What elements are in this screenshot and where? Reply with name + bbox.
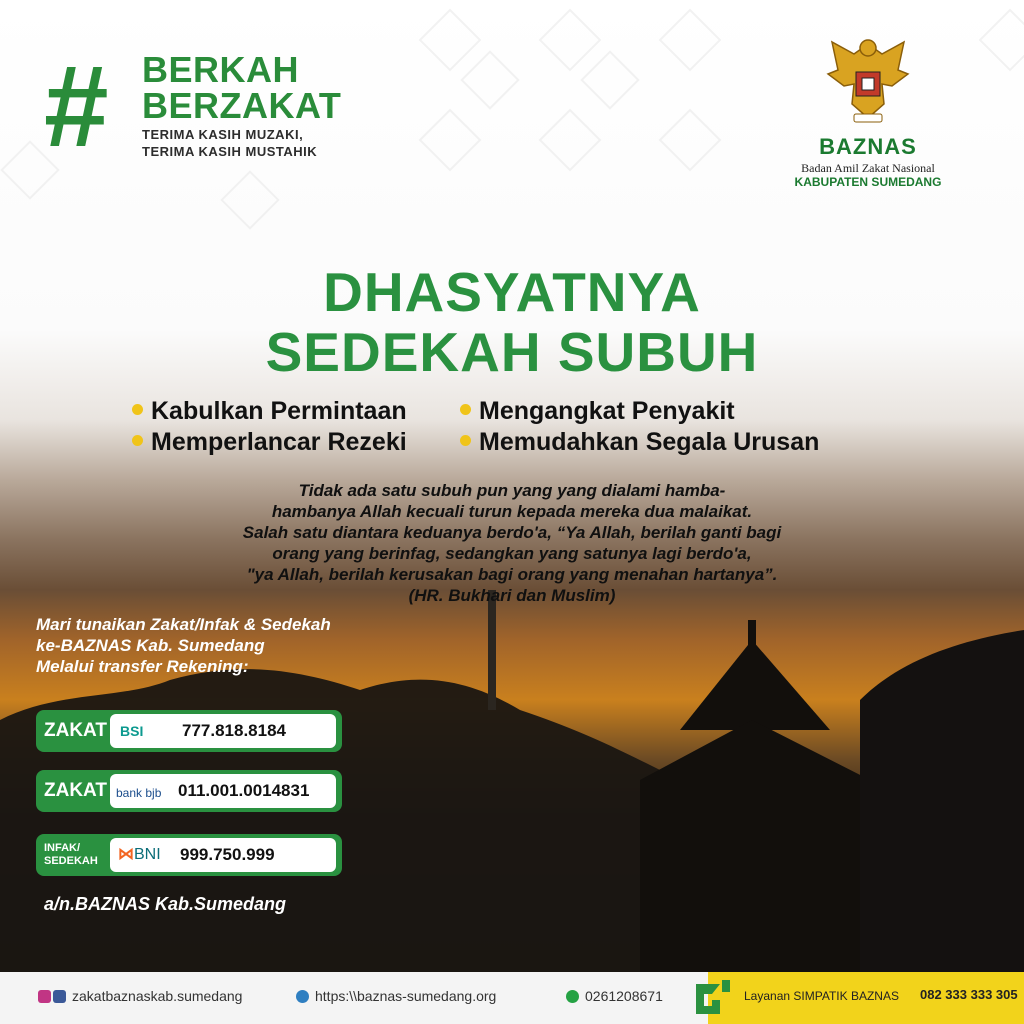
benefit-item: Memudahkan Segala Urusan: [460, 427, 819, 457]
account-number[interactable]: 011.001.0014831: [178, 781, 310, 800]
bni-logo-icon: ⋈BNI: [118, 846, 161, 863]
hadith-line: Tidak ada satu subuh pun yang yang dialami hamba-: [298, 481, 726, 500]
service-number[interactable]: 082 333 333 305: [920, 987, 1018, 1002]
hashtag-subtitle: [142, 126, 317, 160]
hashtag-line-1: BERKAH: [142, 49, 300, 90]
logo-full-name: Badan Amil Zakat Nasional: [801, 161, 935, 175]
account-number[interactable]: 999.750.999: [180, 845, 275, 864]
footer-social[interactable]: zakatbaznaskab.sumedang: [38, 988, 242, 1004]
hashtag-line-2: BERZAKAT: [142, 85, 342, 126]
headline: [0, 262, 1024, 382]
account-label: ZAKAT: [44, 720, 107, 741]
benefit-item: Memperlancar Rezeki: [132, 427, 407, 457]
account-zakat-bjb: [36, 770, 342, 812]
hashtag-sub-1: TERIMA KASIH MUZAKI,: [142, 127, 304, 142]
hadith-line: "ya Allah, berilah kerusakan bagi orang yang menahan hartanya”.: [246, 565, 778, 584]
account-infak-bni: [36, 834, 342, 876]
account-number[interactable]: 777.818.8184: [182, 721, 286, 740]
account-number-box[interactable]: [110, 838, 336, 872]
headline-line-1: DHASYATNYA: [323, 261, 701, 323]
account-number-box[interactable]: [110, 774, 336, 808]
account-number-box[interactable]: [110, 714, 336, 748]
garuda-emblem-icon: [824, 34, 912, 130]
hadith-line: orang yang berinfag, sedangkan yang satunya lagi berdo'a,: [272, 544, 752, 563]
hashtag-title: [142, 49, 342, 126]
logo-region: KABUPATEN SUMEDANG: [794, 175, 942, 189]
bullet-icon: [132, 404, 143, 415]
logo-name: BAZNAS: [819, 134, 917, 159]
account-label: ZAKAT: [44, 780, 107, 801]
hadith-quote: [160, 480, 864, 606]
bullet-icon: [132, 435, 143, 446]
bullet-icon: [460, 435, 471, 446]
hashtag-icon: #: [44, 41, 109, 171]
simpatik-logo-icon: [690, 976, 734, 1020]
cta-line: Mari tunaikan Zakat/Infak & Sedekah: [36, 615, 331, 634]
whatsapp-icon: [566, 990, 579, 1003]
bsi-logo-icon: BSI: [120, 723, 144, 739]
account-zakat-bsi: [36, 710, 342, 752]
service-label: Layanan SIMPATIK BAZNAS: [744, 989, 899, 1003]
benefits-list: [128, 396, 908, 466]
headline-line-2: SEDEKAH SUBUH: [265, 321, 759, 383]
account-holder: a/n.BAZNAS Kab.Sumedang: [44, 894, 287, 914]
account-label: INFAK/ SEDEKAH: [44, 842, 98, 867]
globe-icon: [296, 990, 309, 1003]
hashtag-block: [44, 41, 384, 172]
hadith-source: (HR. Bukhari dan Muslim): [408, 586, 616, 605]
bjb-logo-icon: bank bjb: [116, 786, 162, 800]
bullet-icon: [460, 404, 471, 415]
hadith-line: Salah satu diantara keduanya berdo'a, “Ya Allah, berilah ganti bagi: [242, 523, 782, 542]
benefit-item: Mengangkat Penyakit: [460, 396, 735, 426]
benefit-item: Kabulkan Permintaan: [132, 396, 407, 426]
call-to-action: [36, 614, 456, 677]
facebook-icon: [53, 990, 66, 1003]
footer-phone[interactable]: 0261208671: [566, 988, 663, 1004]
hashtag-sub-2: TERIMA KASIH MUSTAHIK: [142, 144, 318, 159]
footer-website[interactable]: https:\\baznas-sumedang.org: [296, 988, 496, 1004]
instagram-icon: [38, 990, 51, 1003]
cta-line: Melalui transfer Rekening:: [36, 657, 249, 676]
cta-line: ke-BAZNAS Kab. Sumedang: [36, 636, 265, 655]
baznas-logo: [792, 34, 968, 194]
hadith-line: hambanya Allah kecuali turun kepada mereka dua malaikat.: [271, 502, 753, 521]
